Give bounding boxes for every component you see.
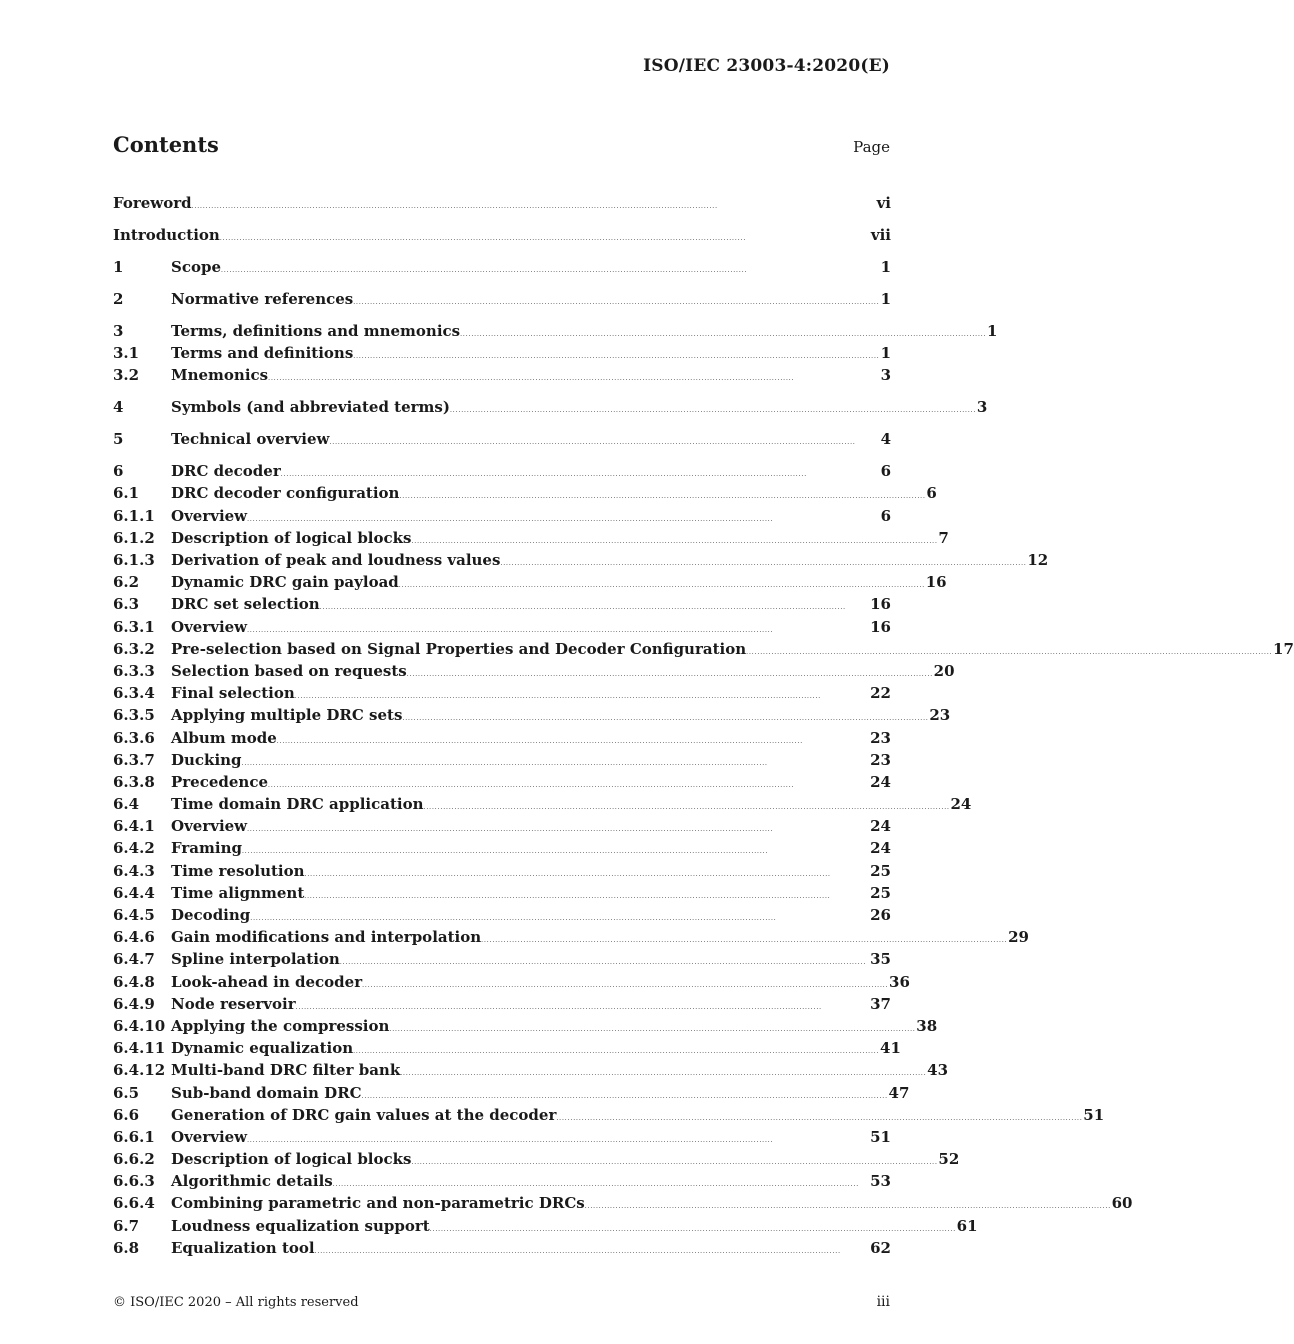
toc-entry[interactable] <box>113 224 891 246</box>
toc-dot-leader <box>329 428 878 454</box>
toc-entry-number: 6.1.2 <box>113 528 155 547</box>
toc-entry-title: Time resolution <box>171 861 305 880</box>
toc-entry-title: Ducking <box>171 750 242 769</box>
toc-dot-leader <box>221 256 879 282</box>
toc-entry-title: Mnemonics <box>171 366 269 385</box>
toc-entry[interactable] <box>113 1082 910 1104</box>
toc-entry-page: 23 <box>929 706 951 725</box>
toc-entry-title: Algorithmic details <box>171 1172 333 1191</box>
toc-entry-title: Terms, definitions and mnemonics <box>171 321 461 340</box>
toc-entry-number: 6.1 <box>113 484 140 503</box>
toc-entry[interactable] <box>113 482 937 504</box>
toc-entry[interactable] <box>113 1059 949 1081</box>
toc-entry[interactable] <box>113 882 891 904</box>
toc-entry[interactable] <box>113 396 988 418</box>
toc-entry-number: 6.3.5 <box>113 706 155 725</box>
toc-entry-page: 22 <box>870 684 891 703</box>
toc-entry-title: Selection based on requests <box>171 661 407 680</box>
toc-entry-page: 6 <box>926 484 937 503</box>
toc-entry-number: 6.3.7 <box>113 750 155 769</box>
toc-entry-page: 51 <box>870 1127 891 1146</box>
toc-entry-title: Dynamic equalization <box>171 1039 354 1058</box>
toc-entry-number: 6.1.3 <box>113 551 155 570</box>
toc-entry-page: 24 <box>870 839 891 858</box>
toc-entry-number: 6.4.5 <box>113 906 155 925</box>
toc-entry[interactable] <box>113 1104 1105 1126</box>
toc-entry-title: Pre-selection based on Signal Properties and Decoder Configuration <box>171 639 747 658</box>
toc-entry-title: Foreword <box>113 194 192 212</box>
toc-entry-title: Overview <box>171 817 248 836</box>
toc-entry-page: 3 <box>880 366 891 385</box>
toc-entry-page: 36 <box>889 972 910 991</box>
toc-entry-title: Overview <box>171 617 248 636</box>
toc-entry[interactable] <box>113 815 891 837</box>
toc-entry-title: Symbols (and abbreviated terms) <box>171 398 450 417</box>
toc-entry[interactable] <box>113 460 891 482</box>
toc-entry[interactable] <box>113 704 951 726</box>
toc-entry-title: Combining parametric and non-parametric DRCs <box>171 1194 585 1213</box>
toc-entry-number: 6.4.3 <box>113 861 155 880</box>
toc-entry-number: 1 <box>113 257 124 276</box>
toc-entry[interactable] <box>113 288 891 310</box>
toc-entry-title: Node reservoir <box>171 994 296 1013</box>
toc-entry-page: 6 <box>880 462 891 481</box>
toc-entry-number: 6.3 <box>113 595 140 614</box>
toc-entry[interactable] <box>113 993 891 1015</box>
toc-entry-page: 47 <box>888 1083 910 1102</box>
toc-entry-page: 20 <box>933 661 955 680</box>
toc-entry-number: 6.4.9 <box>113 994 155 1013</box>
toc-entry-number: 6.3.4 <box>113 684 155 703</box>
toc-entry-page: 61 <box>956 1216 978 1235</box>
toc-entry-page: vi <box>876 194 891 212</box>
toc-entry-page: 43 <box>927 1061 949 1080</box>
toc-entry-number: 3.1 <box>113 344 140 363</box>
toc-entry-page: 60 <box>1111 1194 1133 1213</box>
toc-entry-page: 41 <box>880 1039 901 1058</box>
toc-entry-title: Time domain DRC application <box>171 795 424 814</box>
toc-entry-title: Time alignment <box>171 883 305 902</box>
toc-entry-title: Loudness equalization support <box>171 1216 430 1235</box>
toc-entry-page: 7 <box>938 528 949 547</box>
toc-entry[interactable] <box>113 256 891 278</box>
toc-entry[interactable] <box>113 926 1029 948</box>
toc-entry-number: 6.3.1 <box>113 617 155 636</box>
toc-entry-page: 25 <box>870 883 891 902</box>
toc-entry-title: DRC set selection <box>171 595 320 614</box>
toc-entry-page: 6 <box>880 506 891 525</box>
toc-entry[interactable] <box>113 1170 891 1192</box>
toc-entry-number: 6.4.12 <box>113 1061 166 1080</box>
toc-entry-title: Sub-band domain DRC <box>171 1083 362 1102</box>
copyright-notice: © ISO/IEC 2020 – All rights reserved <box>113 1295 359 1310</box>
toc-entry-number: 6.3.2 <box>113 639 155 658</box>
toc-entry-title: Multi-band DRC filter bank <box>171 1061 401 1080</box>
toc-entry-title: Terms and definitions <box>171 344 354 363</box>
toc-entry-number: 6.7 <box>113 1216 140 1235</box>
toc-entry-number: 6 <box>113 462 124 481</box>
toc-entry-title: Description of logical blocks <box>171 528 412 547</box>
toc-entry-page: 1 <box>880 289 891 308</box>
toc-entry-title: Gain modifications and interpolation <box>171 928 482 947</box>
table-of-contents <box>113 192 1294 1259</box>
toc-dot-leader <box>268 364 878 390</box>
toc-entry-page: 1 <box>987 321 998 340</box>
toc-entry[interactable] <box>113 660 955 682</box>
toc-entry[interactable] <box>113 428 891 450</box>
document-id: ISO/IEC 23003-4:2020(E) <box>643 56 890 76</box>
toc-entry[interactable] <box>113 904 891 926</box>
toc-entry-page: 16 <box>925 573 947 592</box>
toc-entry-number: 4 <box>113 398 124 417</box>
toc-entry-title: Technical overview <box>171 430 330 449</box>
toc-entry-number: 6.4.7 <box>113 950 155 969</box>
toc-entry[interactable] <box>113 971 910 993</box>
toc-entry-page: 23 <box>870 750 891 769</box>
page-column-label: Page <box>853 138 890 156</box>
toc-entry-number: 6.3.8 <box>113 772 155 791</box>
toc-entry-number: 6.4.1 <box>113 817 155 836</box>
toc-entry-title: Dynamic DRC gain payload <box>171 573 399 592</box>
toc-entry-title: DRC decoder configuration <box>171 484 400 503</box>
toc-entry-number: 6.6.1 <box>113 1127 155 1146</box>
toc-entry-page: 38 <box>916 1016 938 1035</box>
toc-entry[interactable] <box>113 549 1049 571</box>
toc-entry[interactable] <box>113 793 972 815</box>
toc-entry-number: 5 <box>113 430 124 449</box>
toc-entry-number: 6.4.10 <box>113 1016 166 1035</box>
toc-entry-page: 26 <box>870 906 891 925</box>
toc-entry[interactable] <box>113 616 891 638</box>
toc-entry[interactable] <box>113 1126 891 1148</box>
toc-entry-title: Applying the compression <box>171 1016 390 1035</box>
toc-entry[interactable] <box>113 527 949 549</box>
toc-entry-title: Applying multiple DRC sets <box>171 706 403 725</box>
toc-entry-title: Look-ahead in decoder <box>171 972 363 991</box>
toc-dot-leader <box>353 288 878 314</box>
toc-entry[interactable] <box>113 948 891 970</box>
toc-entry[interactable] <box>113 192 891 214</box>
toc-entry[interactable] <box>113 682 891 704</box>
toc-entry-page: 51 <box>1083 1105 1105 1124</box>
toc-entry-title: Description of logical blocks <box>171 1150 412 1169</box>
toc-entry-number: 6.2 <box>113 573 140 592</box>
toc-entry-number: 6.3.6 <box>113 728 155 747</box>
toc-entry[interactable] <box>113 1037 901 1059</box>
toc-entry-number: 6.4.8 <box>113 972 155 991</box>
toc-entry-number: 6.5 <box>113 1083 140 1102</box>
toc-entry-title: Precedence <box>171 772 269 791</box>
toc-entry-page: 29 <box>1008 928 1029 947</box>
toc-entry[interactable] <box>113 1215 978 1237</box>
toc-entry[interactable] <box>113 505 891 527</box>
toc-entry-page: 12 <box>1027 551 1049 570</box>
toc-entry[interactable] <box>113 638 1294 660</box>
toc-entry[interactable] <box>113 342 891 364</box>
toc-entry[interactable] <box>113 1237 891 1259</box>
toc-entry-page: 1 <box>880 257 891 276</box>
toc-entry-page: 53 <box>870 1172 891 1191</box>
toc-entry[interactable] <box>113 320 998 342</box>
toc-entry-title: DRC decoder <box>171 462 281 481</box>
toc-entry-title: Decoding <box>171 906 251 925</box>
toc-entry-page: 24 <box>870 772 891 791</box>
toc-entry-number: 6.6.3 <box>113 1172 155 1191</box>
toc-entry-number: 6.1.1 <box>113 506 155 525</box>
toc-entry[interactable] <box>113 860 891 882</box>
toc-entry-title: Spline interpolation <box>171 950 340 969</box>
toc-entry[interactable] <box>113 1192 1133 1214</box>
toc-entry[interactable] <box>113 1015 938 1037</box>
toc-entry-number: 6.4 <box>113 795 140 814</box>
toc-entry-number: 6.6.4 <box>113 1194 155 1213</box>
toc-entry[interactable] <box>113 571 947 593</box>
toc-entry[interactable] <box>113 771 891 793</box>
toc-entry-page: 37 <box>870 994 891 1013</box>
toc-entry-title: Generation of DRC gain values at the decoder <box>171 1105 557 1124</box>
toc-entry-title: Derivation of peak and loudness values <box>171 551 501 570</box>
toc-entry-number: 6.6.2 <box>113 1150 155 1169</box>
toc-entry-page: 52 <box>938 1150 960 1169</box>
toc-entry-number: 6.8 <box>113 1238 140 1257</box>
toc-entry-number: 3 <box>113 321 124 340</box>
page-number: iii <box>876 1294 890 1310</box>
toc-entry-number: 6.4.2 <box>113 839 155 858</box>
toc-dot-leader <box>450 396 975 422</box>
toc-entry-number: 6.4.4 <box>113 883 155 902</box>
toc-entry-page: 16 <box>870 617 891 636</box>
toc-entry[interactable] <box>113 727 891 749</box>
toc-entry-title: Scope <box>171 257 222 276</box>
toc-entry-title: Framing <box>171 839 242 858</box>
toc-entry-title: Album mode <box>171 728 277 747</box>
toc-entry-page: 3 <box>976 398 988 417</box>
toc-entry-page: 17 <box>1273 639 1294 658</box>
toc-entry-number: 6.4.6 <box>113 928 155 947</box>
toc-entry-page: 62 <box>870 1238 891 1257</box>
toc-entry-number: 2 <box>113 289 124 308</box>
toc-entry-page: 24 <box>870 817 891 836</box>
toc-dot-leader <box>220 224 869 250</box>
toc-entry-number: 6.6 <box>113 1105 140 1124</box>
toc-entry[interactable] <box>113 593 891 615</box>
toc-entry[interactable] <box>113 749 891 771</box>
toc-entry-title: Equalization tool <box>171 1238 315 1257</box>
toc-entry-page: 16 <box>870 595 891 614</box>
toc-entry-page: 25 <box>870 861 891 880</box>
contents-heading: Contents <box>113 132 219 157</box>
toc-entry-title: Introduction <box>113 225 220 244</box>
toc-entry[interactable] <box>113 1148 960 1170</box>
toc-entry-page: 35 <box>870 950 891 969</box>
toc-entry-number: 6.3.3 <box>113 661 155 680</box>
toc-entry-title: Normative references <box>171 289 354 308</box>
toc-entry-title: Overview <box>171 506 248 525</box>
toc-entry-page: 4 <box>880 430 891 449</box>
toc-entry-page: 24 <box>950 795 972 814</box>
toc-entry-page: 1 <box>880 344 891 363</box>
toc-entry-title: Overview <box>171 1127 248 1146</box>
toc-entry-page: vii <box>870 225 891 244</box>
toc-entry-page: 23 <box>870 728 891 747</box>
toc-entry-title: Final selection <box>171 684 295 703</box>
toc-entry[interactable] <box>113 837 891 859</box>
toc-dot-leader <box>192 192 875 218</box>
toc-dot-leader <box>315 1237 869 1263</box>
toc-entry-number: 6.4.11 <box>113 1039 166 1058</box>
toc-entry[interactable] <box>113 364 891 386</box>
toc-entry-number: 3.2 <box>113 366 140 385</box>
